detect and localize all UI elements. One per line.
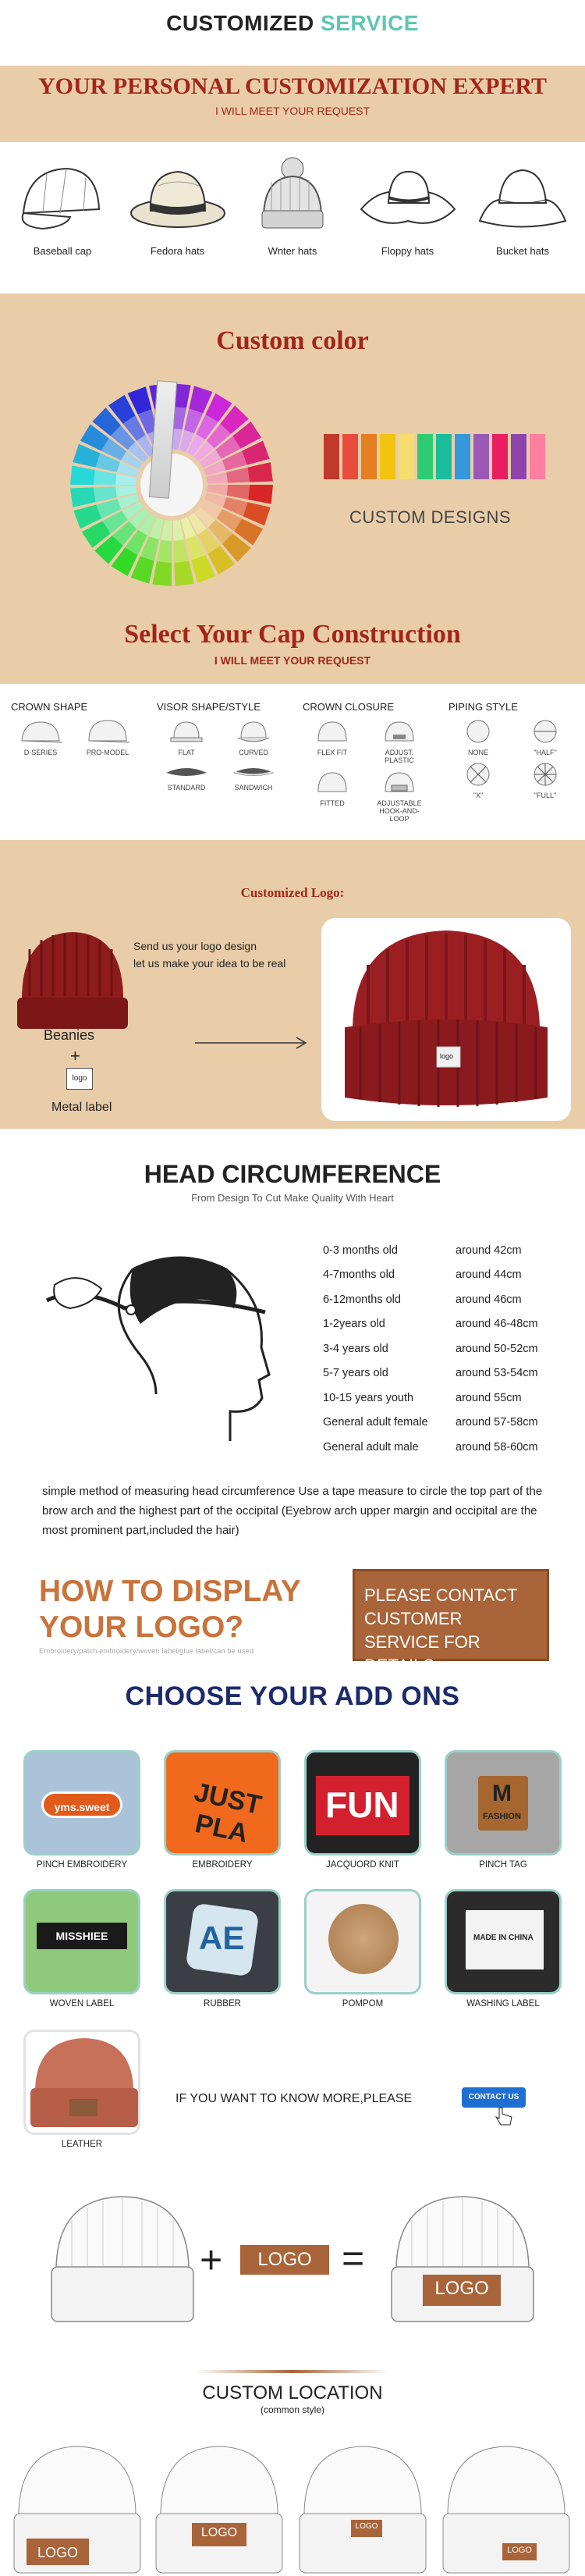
group-title: PIPING STYLE [448, 701, 518, 713]
expert-subtitle: I WILL MEET YOUR REQUEST [214, 105, 370, 117]
size-row [323, 1435, 557, 1460]
group-title: CROWN CLOSURE [303, 701, 395, 713]
piping-icon [455, 719, 502, 744]
color-swatch [417, 434, 433, 479]
option-adjust-plastic[interactable] [370, 719, 429, 765]
option-x[interactable] [448, 762, 508, 800]
addon-woven-label[interactable] [23, 1889, 140, 2008]
combo-result-logo: LOGO [434, 2278, 489, 2299]
color-swatch [399, 434, 414, 479]
hat-floppy [353, 155, 463, 257]
addon-sample-text: JUST PLA [191, 1777, 264, 1849]
addon-label: PINCH TAG [479, 1860, 527, 1870]
color-swatch [380, 434, 395, 479]
size-cell: around 44cm [456, 1268, 522, 1282]
combo-equals: = [342, 2236, 365, 2280]
cap-icon [17, 719, 64, 744]
title-part-2: SERVICE [320, 11, 419, 35]
construction-title: Select Your Cap Construction [124, 620, 461, 649]
option-half[interactable] [516, 719, 575, 757]
beanie-photo [321, 918, 571, 1121]
size-table [323, 1238, 557, 1460]
addon-sample-text: AE [199, 1920, 245, 1956]
option-curved[interactable] [224, 719, 283, 757]
wheel-segment [70, 465, 95, 485]
option-label: FLEX FIT [317, 749, 348, 756]
size-cell: around 50-52cm [456, 1342, 538, 1355]
size-row [323, 1361, 557, 1386]
addon-embroidery[interactable] [164, 1750, 281, 1870]
combo-section [0, 2178, 585, 2342]
combo-logo-box: LOGO [240, 2245, 329, 2275]
location-divider [197, 2370, 388, 2373]
addon-label: EMBROIDERY [192, 1860, 253, 1870]
closure-icon [376, 770, 423, 795]
addon-pinch-tag[interactable] [445, 1750, 562, 1870]
addon-pompom[interactable] [304, 1889, 421, 2008]
addon-pinch-embroidery[interactable] [23, 1750, 140, 1870]
hat-baseball [8, 155, 117, 257]
closure-icon [309, 719, 356, 744]
metal-label-caption: Metal label [51, 1101, 112, 1114]
display-fine-print: Embroidery/patch embroidery/woven label/glue label/can be used [39, 1647, 254, 1656]
location-beanie-2-icon [153, 2442, 285, 2576]
option-none[interactable] [448, 719, 508, 757]
addon-image [445, 1889, 562, 1994]
size-cell: around 58-60cm [456, 1440, 538, 1453]
wheel-segment [247, 462, 272, 482]
wheel-segment [94, 470, 116, 485]
size-row [323, 1336, 557, 1361]
contact-line-2: CUSTOMER [364, 1609, 463, 1628]
option-label: "FULL" [534, 791, 557, 799]
addon-sample-text: MISSHIEE [37, 1923, 127, 1949]
option-flat[interactable] [157, 719, 216, 757]
hat-label: Bucket hats [496, 245, 549, 257]
hand-cursor-icon [493, 2105, 516, 2128]
option-label: FLAT [178, 749, 195, 756]
addon-leather[interactable] [23, 2030, 140, 2149]
addon-image [23, 2030, 140, 2135]
contact-us-button[interactable]: CONTACT US [462, 2087, 526, 2108]
addon-washing-label[interactable] [445, 1889, 562, 2008]
display-logo-section [0, 1561, 585, 1675]
wheel-segment [94, 486, 117, 502]
size-row [323, 1263, 557, 1288]
color-swatch [436, 434, 452, 479]
contact-line-3: SERVICE FOR DETAILS [364, 1632, 480, 1675]
page-title [0, 0, 585, 36]
size-row [323, 1386, 557, 1411]
color-swatch [530, 434, 545, 479]
option-label: SANDWICH [234, 783, 273, 792]
addon-label: WASHING LABEL [466, 1999, 540, 2008]
addon-image [304, 1889, 421, 1994]
option-label: "X" [473, 791, 484, 799]
size-cell: around 57-58cm [456, 1416, 538, 1429]
addon-image [164, 1889, 281, 1994]
option-label: "HALF" [534, 749, 557, 756]
arrow-right-icon [195, 1035, 312, 1051]
hat-bucket [468, 155, 577, 257]
addon-label: RUBBER [204, 1999, 241, 2008]
color-swatch [324, 434, 339, 479]
color-swatch [455, 434, 470, 479]
display-title [39, 1574, 301, 1646]
wheel-segment [227, 485, 250, 500]
option-label: D-SERIES [23, 749, 58, 756]
bucket-hat-icon [472, 155, 573, 240]
size-row [323, 1238, 557, 1263]
leather-beanie-icon [26, 2032, 140, 2135]
addon-rubber[interactable] [164, 1889, 281, 2008]
hat-types [0, 155, 585, 283]
addon-sample-text: MADE IN CHINA [473, 1934, 534, 1942]
location-subtitle: (common style) [260, 2404, 324, 2415]
age-cell: 4-7months old [323, 1268, 395, 1282]
wheel-segment [226, 468, 250, 483]
color-swatch [342, 434, 358, 479]
addon-sample-text: yms.sweet [41, 1791, 122, 1818]
custom-color-title: Custom color [216, 326, 369, 355]
piping-icon [522, 762, 569, 787]
addon-image [23, 1750, 140, 1856]
size-row [323, 1312, 557, 1337]
location-beanie-4-icon [440, 2442, 573, 2576]
logo-line-1: Send us your logo design [133, 940, 257, 952]
size-cell: around 42cm [456, 1244, 522, 1257]
color-swatch [473, 434, 489, 479]
metal-label-sample: logo [66, 1068, 93, 1090]
wheel-segment [173, 539, 189, 563]
addon-image [445, 1750, 562, 1856]
option-standard[interactable] [157, 762, 216, 792]
age-cell: 5-7 years old [323, 1367, 388, 1380]
combo-plus: + [200, 2238, 223, 2282]
beanie-tag-text: logo [440, 1052, 454, 1060]
expert-banner [0, 66, 585, 142]
size-cell: around 53-54cm [456, 1367, 538, 1380]
group-title: VISOR SHAPE/STYLE [157, 701, 261, 713]
visor-icon [230, 762, 277, 779]
wheel-segment [152, 561, 172, 586]
display-title-line-1: HOW TO DISPLAY [39, 1574, 301, 1608]
hat-label: Fedora hats [150, 245, 205, 257]
location-beanie-3-icon [296, 2442, 429, 2576]
option-label: NONE [467, 749, 488, 756]
title-part-1: CUSTOMIZED [166, 11, 321, 35]
contact-line-1: PLEASE CONTACT [364, 1585, 518, 1605]
wheel-segment [174, 560, 194, 585]
addon-sample-text: M [492, 1781, 512, 1806]
red-beanie-icon [321, 918, 571, 1121]
winter-hat-icon [242, 155, 343, 240]
option-label: FITTED [320, 799, 345, 807]
age-cell: 10-15 years youth [323, 1391, 414, 1404]
age-cell: 0-3 months old [323, 1244, 398, 1257]
option-label: ADJUST. PLASTIC [385, 749, 414, 764]
contact-box [353, 1569, 549, 1675]
color-swatch [492, 434, 508, 479]
crown-closure-group [292, 701, 438, 823]
option-label: PRO-MODEL [86, 749, 129, 756]
group-title: CROWN SHAPE [11, 701, 88, 713]
plus-sign: + [70, 1046, 80, 1066]
age-cell: 6-12months old [323, 1293, 401, 1306]
size-cell: around 46-48cm [456, 1318, 538, 1331]
display-title-line-2: YOUR LOGO? [39, 1610, 244, 1644]
head-measure-icon [31, 1238, 289, 1449]
hat-label: Floppy hats [381, 245, 434, 257]
age-cell: 3-4 years old [323, 1342, 388, 1355]
beanie-small-icon [14, 926, 131, 1043]
location-title: CUSTOM LOCATION [202, 2382, 383, 2403]
custom-location-section [0, 2354, 585, 2576]
hat-fedora [123, 155, 232, 257]
option-hook-loop[interactable] [370, 770, 429, 824]
location-logo-1: LOGO [37, 2545, 78, 2560]
piping-group [438, 701, 583, 823]
head-title: HEAD CIRCUMFERENCE [144, 1160, 441, 1188]
logo-line-2: let us make your idea to be real [133, 957, 286, 970]
custom-swatches [324, 434, 548, 479]
color-swatch [361, 434, 377, 479]
addon-sample-text: FUN [325, 1784, 399, 1825]
size-cell: around 46cm [456, 1293, 522, 1306]
expert-title: YOUR PERSONAL CUSTOMIZATION EXPERT [37, 73, 548, 99]
addon-sample-text-2: FASHION [483, 1812, 521, 1821]
size-row [323, 1411, 557, 1436]
option-label: ADJUSTABLE HOOK-AND-LOOP [377, 799, 422, 823]
hat-winter [238, 155, 347, 257]
size-cell: around 55cm [456, 1391, 522, 1404]
addons-title: CHOOSE YOUR ADD ONS [125, 1681, 460, 1711]
addon-image [23, 1889, 140, 1994]
option-d-series[interactable] [11, 719, 70, 757]
piping-icon [455, 762, 502, 787]
option-fitted[interactable] [303, 770, 362, 824]
option-flex-fit[interactable] [303, 719, 362, 765]
customized-logo-section [0, 840, 585, 1129]
addon-label: LEATHER [61, 2140, 103, 2149]
age-cell: General adult male [323, 1440, 419, 1453]
wheel-segment [157, 540, 172, 563]
option-sandwich[interactable] [224, 762, 283, 792]
header [0, 0, 585, 48]
beanies-label: Beanies [44, 1027, 95, 1043]
know-more-text: IF YOU WANT TO KNOW MORE,PLEASE [176, 2092, 413, 2105]
closure-icon [309, 770, 356, 795]
white-beanie-icon [48, 2189, 197, 2329]
location-logo-4: LOGO [507, 2546, 532, 2555]
option-label: CURVED [239, 749, 268, 756]
addon-label: POMPOM [342, 1999, 384, 2008]
crown-shape-group [0, 701, 146, 823]
custom-color-section [0, 294, 585, 684]
hat-label: Baseball cap [33, 245, 92, 257]
option-full[interactable] [516, 762, 575, 800]
baseball-cap-icon [12, 155, 113, 240]
visor-icon [230, 719, 277, 744]
custom-designs-caption: CUSTOM DESIGNS [349, 507, 512, 527]
floppy-hat-icon [357, 155, 459, 240]
size-row [323, 1287, 557, 1312]
visor-icon [163, 719, 210, 744]
addon-image [304, 1750, 421, 1856]
cap-icon [84, 719, 131, 744]
addon-label: WOVEN LABEL [49, 1999, 115, 2008]
fedora-hat-icon [127, 155, 229, 240]
head-subtitle: From Design To Cut Make Quality With Heart [191, 1192, 394, 1204]
measure-method: simple method of measuring head circumference Use a tape measure to circle the top part of the brow arch and the highest part of the occipital (Eyebrow arch upper margin and occipital are the most prominent part,included the hair) [42, 1485, 543, 1537]
visor-group [146, 701, 292, 823]
addon-label: PINCH EMBROIDERY [36, 1860, 128, 1870]
addon-label: JACQUORD KNIT [326, 1860, 399, 1870]
option-pro-model[interactable] [78, 719, 137, 757]
visor-icon [163, 762, 210, 779]
wheel-segment [70, 487, 95, 507]
addon-image [164, 1750, 281, 1856]
age-cell: General adult female [323, 1416, 428, 1429]
location-logo-3: LOGO [355, 2522, 378, 2531]
color-swatch [511, 434, 526, 479]
location-logo-2: LOGO [200, 2526, 238, 2539]
option-label: STANDARD [167, 783, 206, 792]
closure-icon [376, 719, 423, 744]
addon-jacquard[interactable] [304, 1750, 421, 1870]
age-cell: 1-2years old [323, 1318, 385, 1331]
addons-section [0, 1678, 585, 2166]
white-beanie-logo-icon [388, 2189, 537, 2329]
wheel-segment [248, 485, 273, 504]
piping-icon [522, 719, 569, 744]
hat-label: Wnter hats [268, 245, 317, 257]
construction-options [0, 701, 585, 835]
logo-section-title: Customized Logo: [240, 885, 345, 900]
construction-subtitle: I WILL MEET YOUR REQUEST [214, 654, 371, 667]
